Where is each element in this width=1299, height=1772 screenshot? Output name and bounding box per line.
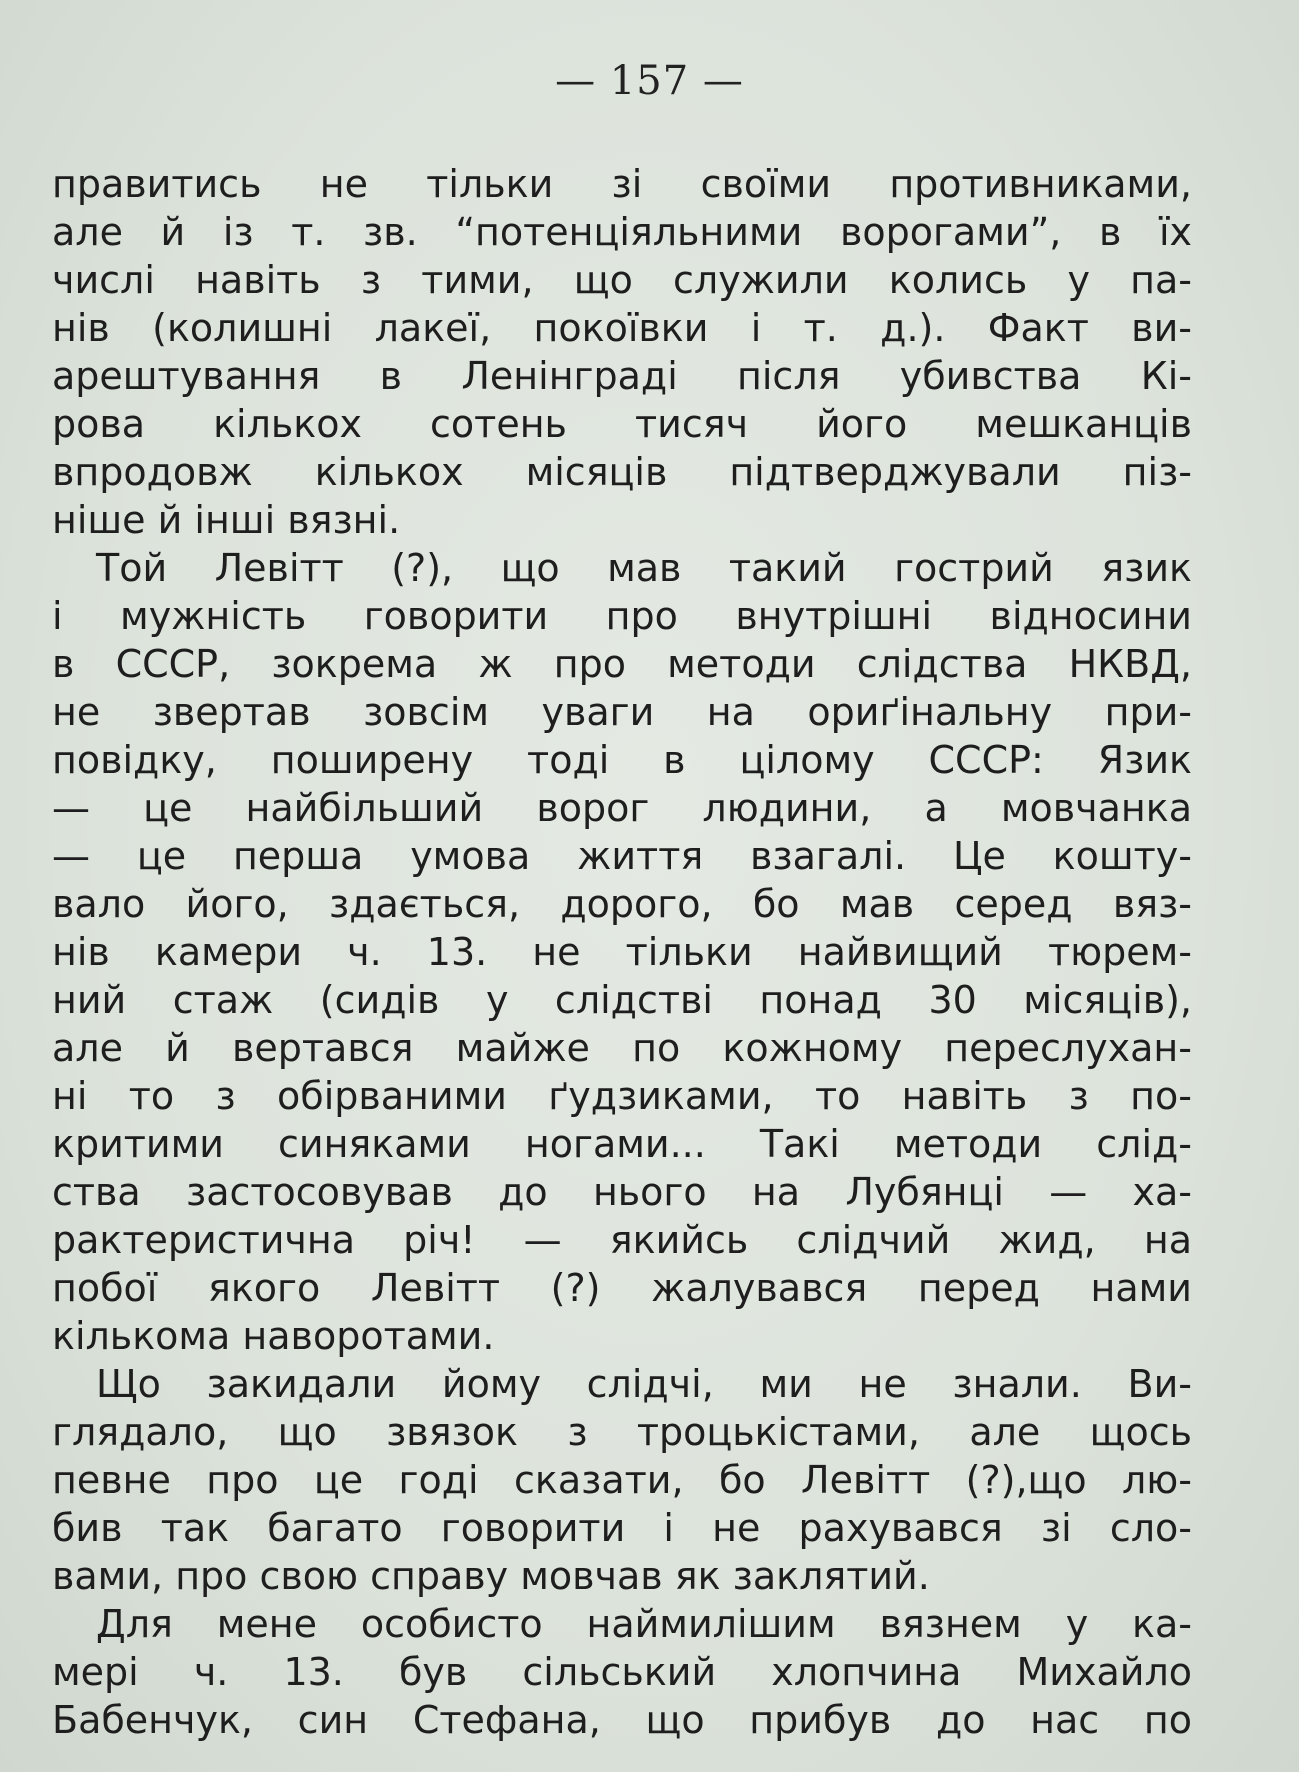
text-line: правитись не тільки зі своїми противниками, — [52, 162, 1192, 206]
text-line: певне про це годі сказати, бо Левітт (?),що лю- — [52, 1458, 1192, 1502]
text-line: не звертав зовсім уваги на ориґінальну при- — [52, 690, 1192, 734]
text-line: арештування в Ленінграді після убивства Кі- — [52, 354, 1192, 398]
text-line: — це найбільший ворог людини, а мовчанка — [52, 786, 1192, 830]
text-line: бив так багато говорити і не рахувався зі сло- — [52, 1506, 1192, 1550]
text-line: ніше й інші вязні. — [52, 498, 401, 542]
text-line: впродовж кількох місяців підтверджували піз- — [52, 450, 1192, 494]
text-line: але й вертався майже по кожному переслухан- — [52, 1026, 1192, 1070]
text-line: ства застосовував до нього на Лубянці — ха- — [52, 1170, 1192, 1214]
text-line: глядало, що звязок з троцькістами, але щось — [52, 1410, 1192, 1454]
text-line: рактеристична річ! — якийсь слідчий жид, на — [52, 1218, 1192, 1262]
text-line: Бабенчук, син Стефана, що прибув до нас по — [52, 1698, 1192, 1742]
text-line: ний стаж (сидів у слідстві понад 30 місяців), — [52, 978, 1192, 1022]
text-line: критими синяками ногами... Такі методи слід- — [52, 1122, 1192, 1166]
text-line: числі навіть з тими, що служили колись у па- — [52, 258, 1192, 302]
text-line: нів камери ч. 13. не тільки найвищий тюрем- — [52, 930, 1192, 974]
body-text — [52, 160, 1192, 1744]
text-line: вало його, здається, дорого, бо мав серед вяз- — [52, 882, 1192, 926]
text-line: повідку, поширену тоді в цілому СССР: Язик — [52, 738, 1192, 782]
text-line: Що закидали йому слідчі, ми не знали. Ви- — [96, 1362, 1192, 1406]
text-line: кількома наворотами. — [52, 1314, 495, 1358]
text-line: і мужність говорити про внутрішні відносини — [52, 594, 1192, 638]
text-line: мері ч. 13. був сільський хлопчина Михайло — [52, 1650, 1192, 1694]
text-line: побої якого Левітт (?) жалувався перед нами — [52, 1266, 1192, 1310]
text-line: Для мене особисто наймилішим вязнем у ка- — [96, 1602, 1192, 1646]
text-line: Той Левітт (?), що мав такий гострий язик — [96, 546, 1192, 590]
page-number: — 157 — — [555, 58, 744, 104]
text-line: ні то з обірваними ґудзиками, то навіть з по- — [52, 1074, 1192, 1118]
text-line: рова кількох сотень тисяч його мешканців — [52, 402, 1192, 446]
text-line: в СССР, зокрема ж про методи слідства НКВД, — [52, 642, 1192, 686]
text-line: — це перша умова життя взагалі. Це кошту- — [52, 834, 1192, 878]
text-line: але й із т. зв. “потенціяльними ворогами”, в їх — [52, 210, 1192, 254]
text-line: вами, про свою справу мовчав як заклятий. — [52, 1554, 930, 1598]
text-line: нів (колишні лакеї, покоївки і т. д.). Факт ви- — [52, 306, 1192, 350]
